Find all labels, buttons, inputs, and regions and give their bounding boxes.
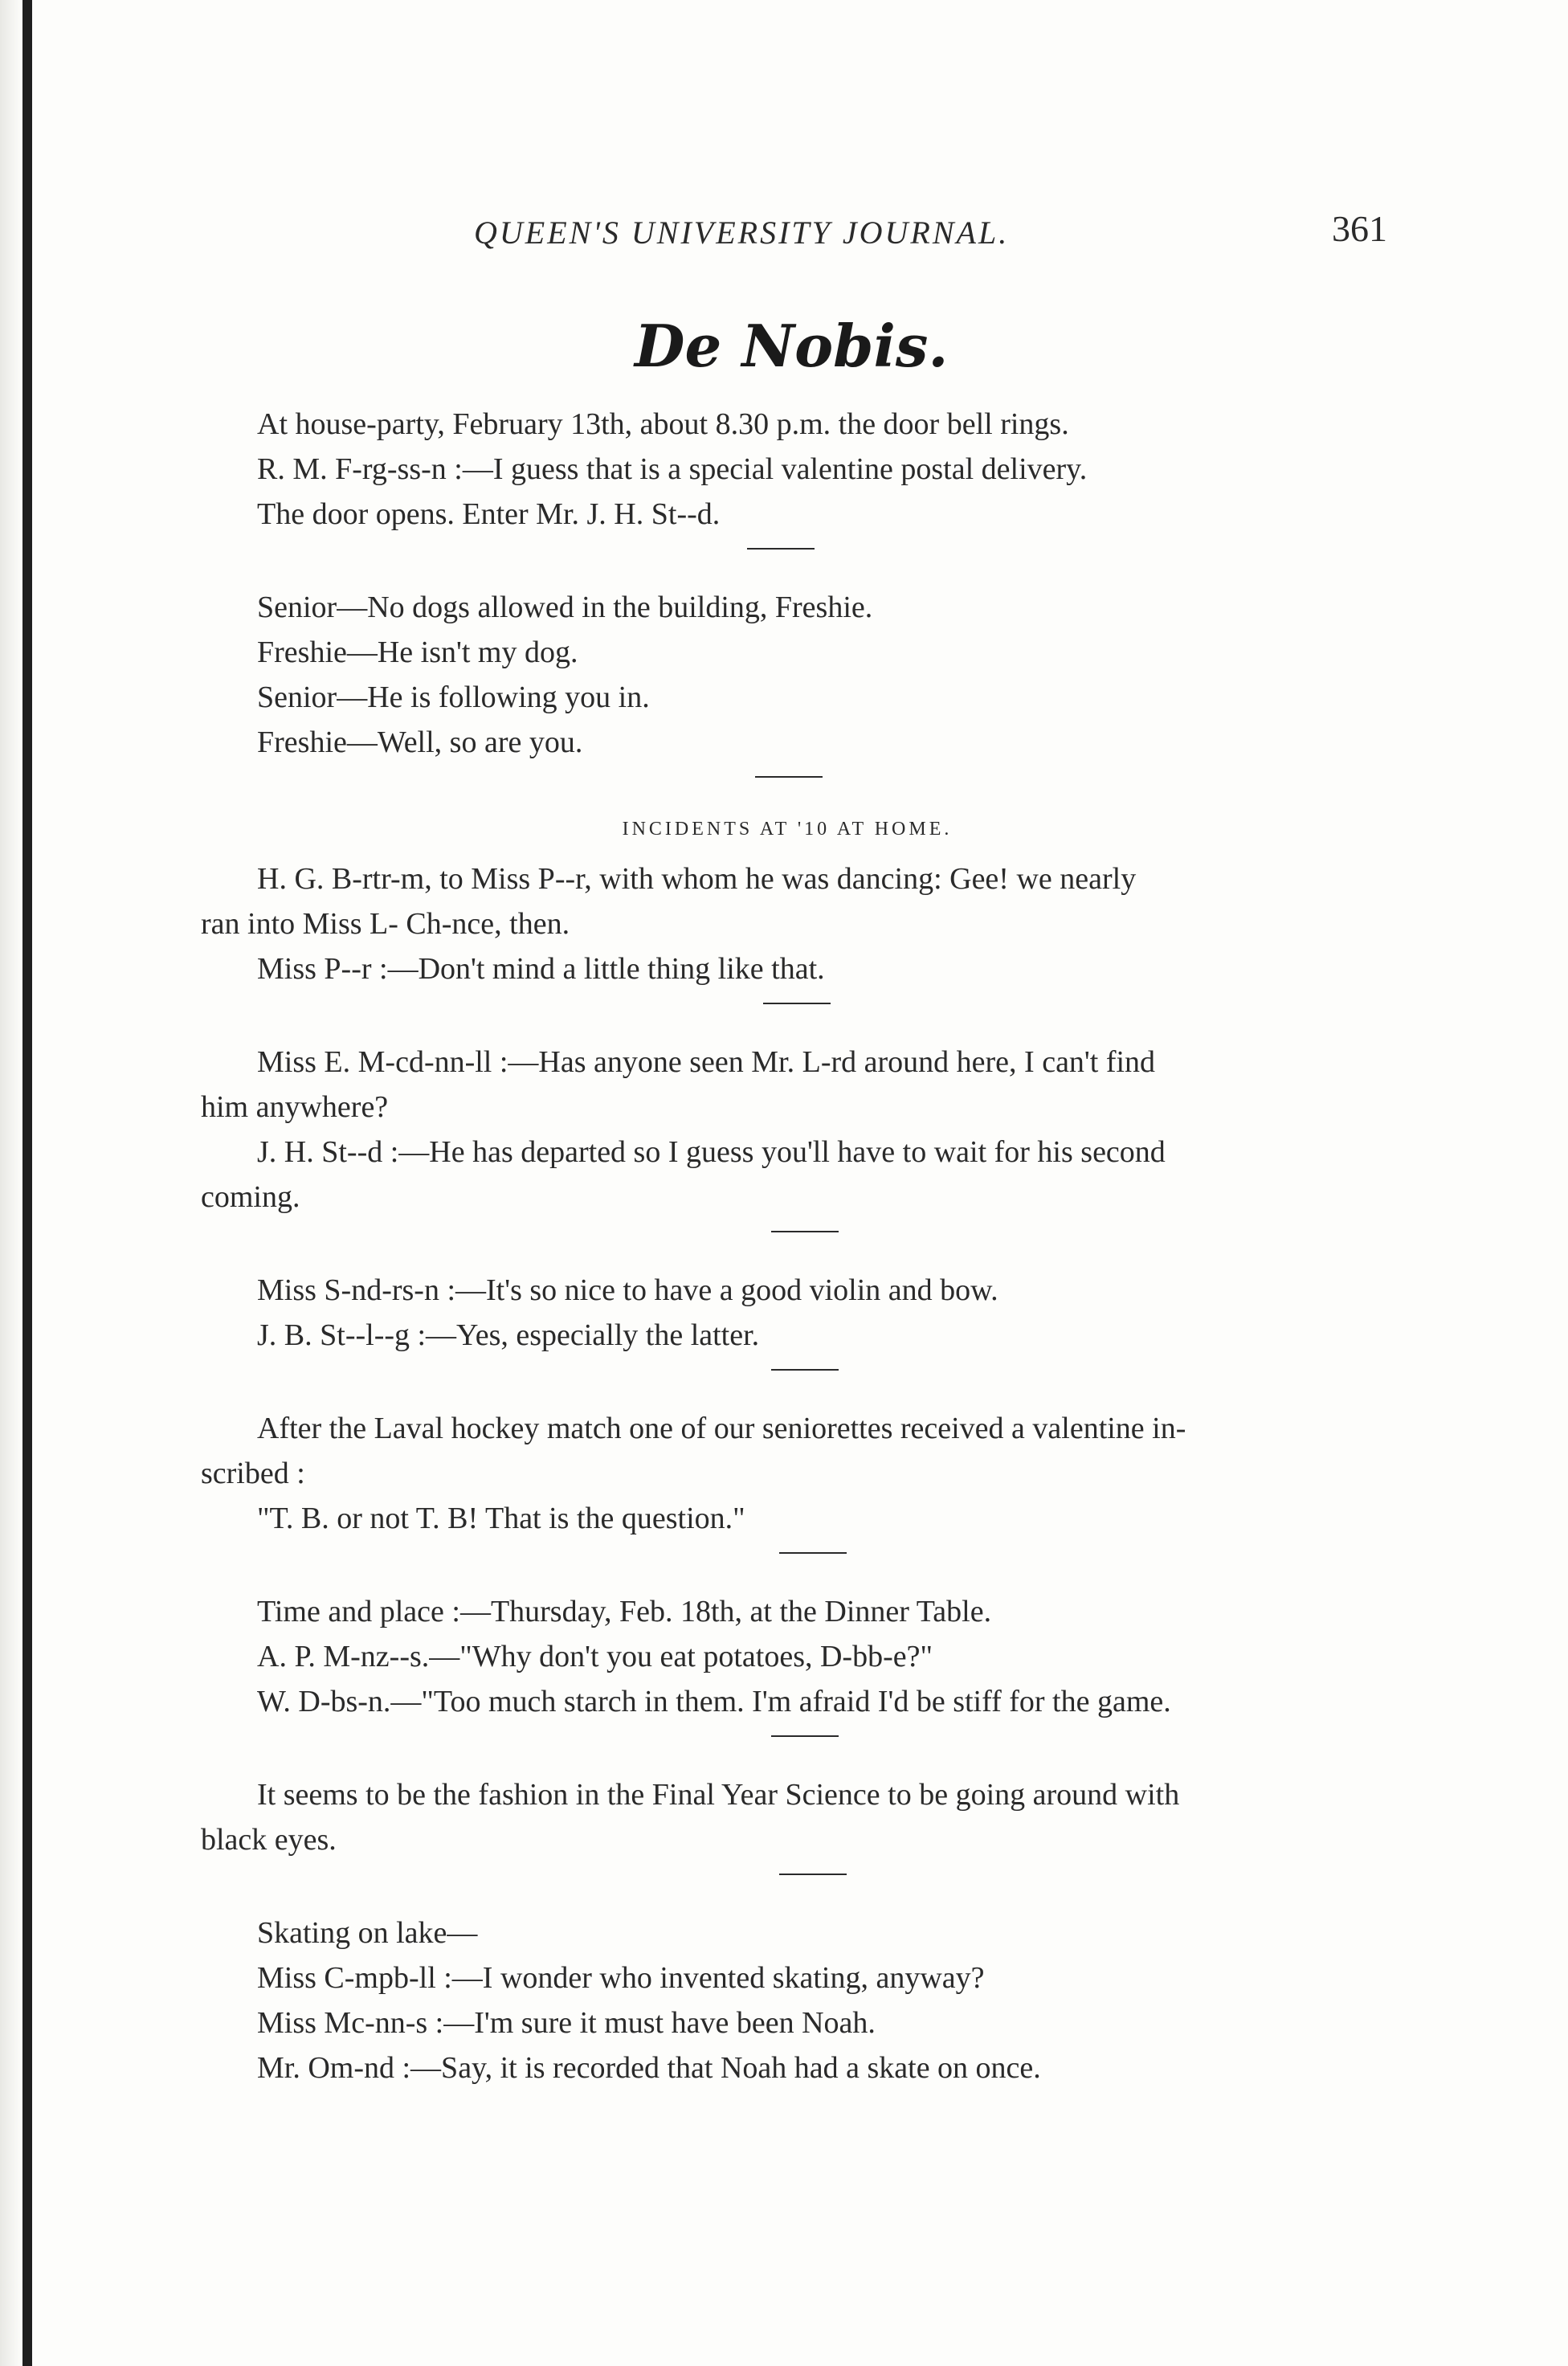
text-line: J. H. St--d :—He has departed so I guess you'll have to wait for his second: [257, 1135, 1166, 1169]
text-line: black eyes.: [201, 1823, 337, 1857]
text-line: R. M. F-rg-ss-n :—I guess that is a special valentine postal delivery.: [257, 452, 1088, 486]
item-at-home: [201, 813, 1438, 991]
text-line: It seems to be the fashion in the Final Year Science to be going around with: [257, 1778, 1180, 1812]
text-line: Miss E. M-cd-nn-ll :—Has anyone seen Mr. L-rd around here, I can't find: [257, 1045, 1156, 1079]
text-line: Miss Mc-nn-s :—I'm sure it must have been Noah.: [257, 2006, 876, 2040]
separator-rule: [779, 1552, 847, 1554]
text-line: At house-party, February 13th, about 8.30 p.m. the door bell rings.: [257, 407, 1069, 441]
text-line: ran into Miss L- Ch-nce, then.: [201, 907, 570, 941]
text-line: Time and place :—Thursday, Feb. 18th, at the Dinner Table.: [257, 1595, 992, 1628]
text-line: After the Laval hockey match one of our seniorettes received a valentine in-: [257, 1412, 1186, 1445]
text-line: Miss S-nd-rs-n :—It's so nice to have a good violin and bow.: [257, 1273, 998, 1307]
separator-rule: [747, 548, 815, 550]
text-line: him anywhere?: [201, 1090, 389, 1124]
separator-rule: [771, 1735, 839, 1737]
item-mr-lord: [201, 1040, 1438, 1220]
text-line: coming.: [201, 1180, 300, 1214]
item-valentine: [201, 1406, 1438, 1541]
text-line: Mr. Om-nd :—Say, it is recorded that Noah had a skate on once.: [257, 2051, 1041, 2085]
binding-edge: [22, 0, 32, 2366]
section-title: De Nobis.: [635, 312, 949, 380]
text-line: A. P. M-nz--s.—"Why don't you eat potatoes, D-bb-e?": [257, 1640, 933, 1673]
item-skating: [201, 1910, 1438, 2090]
item-freshie-dog: [201, 585, 1438, 765]
text-line: Senior—No dogs allowed in the building, Freshie.: [257, 590, 873, 624]
item-dinner-table: [201, 1589, 1438, 1724]
separator-rule: [771, 1231, 839, 1232]
text-line: Miss P--r :—Don't mind a little thing like that.: [257, 952, 825, 986]
text-line: W. D-bs-n.—"Too much starch in them. I'm afraid I'd be stiff for the game.: [257, 1685, 1171, 1718]
item-house-party: [201, 402, 1438, 537]
text-line: H. G. B-rtr-m, to Miss P--r, with whom he was dancing: Gee! we nearly: [257, 862, 1137, 896]
subheading: INCIDENTS AT '10 AT HOME.: [622, 819, 953, 840]
running-header: QUEEN'S UNIVERSITY JOURNAL.: [474, 215, 1010, 251]
text-line: "T. B. or not T. B! That is the question.": [257, 1502, 745, 1535]
article-body: [201, 402, 1438, 2090]
separator-rule: [763, 1003, 831, 1004]
item-violin: [201, 1268, 1438, 1358]
page-number: 361: [1332, 208, 1387, 249]
item-black-eyes: [201, 1772, 1438, 1862]
page-edge-shadow: [0, 0, 22, 2366]
separator-rule: [755, 776, 823, 778]
separator-rule: [779, 1874, 847, 1875]
text-line: The door opens. Enter Mr. J. H. St--d.: [257, 497, 721, 531]
text-line: Freshie—He isn't my dog.: [257, 635, 578, 669]
text-line: Skating on lake—: [257, 1916, 478, 1950]
separator-rule: [771, 1369, 839, 1371]
text-line: Senior—He is following you in.: [257, 680, 650, 714]
text-line: Freshie—Well, so are you.: [257, 725, 583, 759]
text-line: Miss C-mpb-ll :—I wonder who invented skating, anyway?: [257, 1961, 985, 1995]
text-line: scribed :: [201, 1457, 305, 1490]
text-line: J. B. St--l--g :—Yes, especially the latter.: [257, 1318, 760, 1352]
